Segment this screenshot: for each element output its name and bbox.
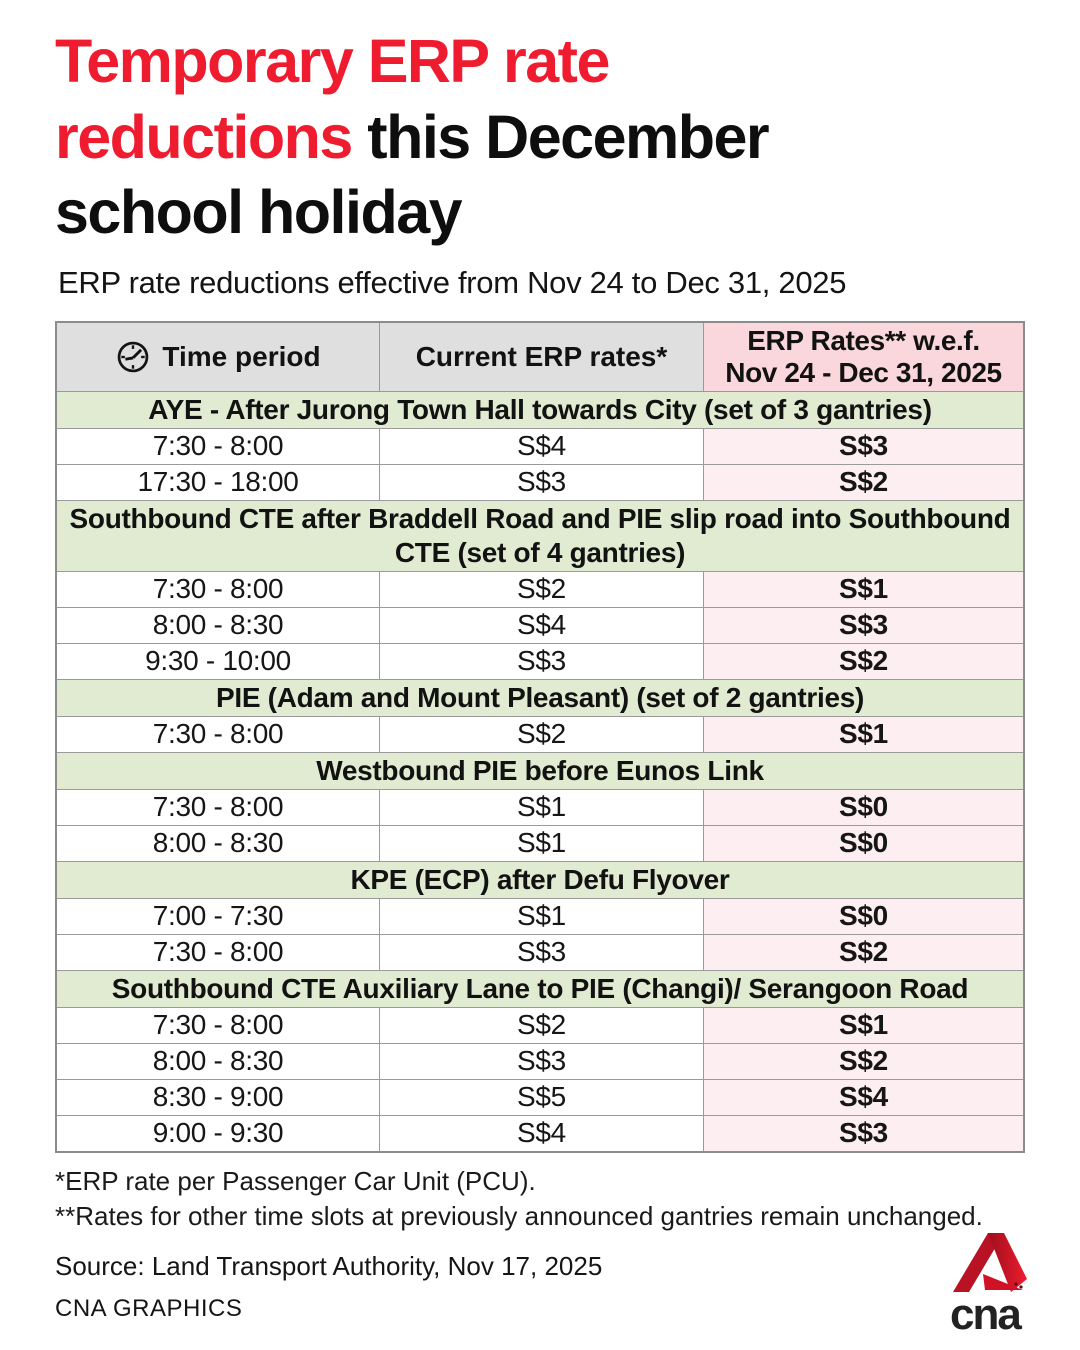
reduced-rate-cell: S$2 <box>703 935 1023 970</box>
table-row <box>57 1007 1023 1043</box>
reduced-rate-cell: S$2 <box>703 1044 1023 1079</box>
time-cell: 8:00 - 8:30 <box>57 1044 379 1079</box>
reduced-rate-cell: S$2 <box>703 644 1023 679</box>
footnote-unchanged: **Rates for other time slots at previously announced gantries remain unchanged. <box>55 1200 983 1231</box>
clock-icon <box>115 339 151 375</box>
current-rate-cell: S$3 <box>379 935 703 970</box>
table-row <box>57 428 1023 464</box>
table-row <box>57 934 1023 970</box>
table-row <box>57 1115 1023 1151</box>
title-red-line2: reductions <box>55 102 352 171</box>
section-header-cte-auxiliary: Southbound CTE Auxiliary Lane to PIE (Changi)/ Serangoon Road <box>57 970 1023 1007</box>
title-black-line2: this December <box>351 102 769 171</box>
erp-rates-table <box>55 321 1025 1153</box>
new-rates-header-line1: ERP Rates** w.e.f. <box>747 324 980 356</box>
reduced-rate-cell: S$1 <box>703 572 1023 607</box>
current-rate-cell: S$3 <box>379 1044 703 1079</box>
new-rates-header-line2: Nov 24 - Dec 31, 2025 <box>725 356 1002 388</box>
subtitle: ERP rate reductions effective from Nov 24 to Dec 31, 2025 <box>58 264 847 300</box>
title-black-line3: school holiday <box>55 178 462 247</box>
current-rate-cell: S$2 <box>379 572 703 607</box>
reduced-rate-cell: S$3 <box>703 429 1023 464</box>
section-header-westbound-pie: Westbound PIE before Eunos Link <box>57 752 1023 789</box>
section-header-kpe: KPE (ECP) after Defu Flyover <box>57 861 1023 898</box>
table-row <box>57 1043 1023 1079</box>
source-line: Source: Land Transport Authority, Nov 17, 2025 <box>55 1250 603 1281</box>
current-rate-cell: S$1 <box>379 790 703 825</box>
current-rate-cell: S$1 <box>379 826 703 861</box>
reduced-rate-cell: S$3 <box>703 608 1023 643</box>
reduced-rate-cell: S$0 <box>703 826 1023 861</box>
page-title <box>0 0 1080 251</box>
time-cell: 8:00 - 8:30 <box>57 826 379 861</box>
column-header-time-label: Time period <box>162 340 321 372</box>
time-cell: 9:00 - 9:30 <box>57 1116 379 1151</box>
time-cell: 7:30 - 8:00 <box>57 1008 379 1043</box>
time-cell: 9:30 - 10:00 <box>57 644 379 679</box>
footnote-pcu: *ERP rate per Passenger Car Unit (PCU). <box>55 1165 536 1196</box>
time-cell: 7:30 - 8:00 <box>57 572 379 607</box>
time-cell: 7:30 - 8:00 <box>57 935 379 970</box>
title-red-line1: Temporary ERP rate <box>55 27 609 95</box>
section-header-aye: AYE - After Jurong Town Hall towards City (set of 3 gantries) <box>57 391 1023 428</box>
current-rate-cell: S$3 <box>379 465 703 500</box>
reduced-rate-cell: S$0 <box>703 899 1023 934</box>
reduced-rate-cell: S$0 <box>703 790 1023 825</box>
reduced-rate-cell: S$3 <box>703 1116 1023 1151</box>
cna-logo <box>950 1232 1030 1334</box>
table-row <box>57 1079 1023 1115</box>
time-cell: 7:30 - 8:00 <box>57 429 379 464</box>
table-header-row <box>57 323 1023 391</box>
column-header-time-period <box>57 323 379 391</box>
section-header-southbound-cte: Southbound CTE after Braddell Road and PIE slip road into Southbound CTE (set of 4 gantries) <box>57 500 1023 571</box>
reduced-rate-cell: S$2 <box>703 465 1023 500</box>
current-rate-cell: S$4 <box>379 429 703 464</box>
current-rate-cell: S$5 <box>379 1080 703 1115</box>
column-header-current-rates: Current ERP rates* <box>379 323 703 391</box>
table-row <box>57 607 1023 643</box>
table-row <box>57 571 1023 607</box>
reduced-rate-cell: S$4 <box>703 1080 1023 1115</box>
table-row <box>57 825 1023 861</box>
current-rate-cell: S$4 <box>379 608 703 643</box>
table-row <box>57 789 1023 825</box>
table-row <box>57 716 1023 752</box>
table-row <box>57 464 1023 500</box>
reduced-rate-cell: S$1 <box>703 1008 1023 1043</box>
reduced-rate-cell: S$1 <box>703 717 1023 752</box>
time-cell: 7:00 - 7:30 <box>57 899 379 934</box>
time-cell: 8:30 - 9:00 <box>57 1080 379 1115</box>
current-rate-cell: S$2 <box>379 1008 703 1043</box>
current-rate-cell: S$2 <box>379 717 703 752</box>
column-header-new-rates <box>703 323 1023 391</box>
cna-wordmark: cna <box>950 1290 1020 1334</box>
time-cell: 7:30 - 8:00 <box>57 717 379 752</box>
table-row <box>57 898 1023 934</box>
credit-line: CNA GRAPHICS <box>55 1294 243 1322</box>
table-row <box>57 643 1023 679</box>
time-cell: 17:30 - 18:00 <box>57 465 379 500</box>
cna-logo-mark <box>950 1232 1030 1334</box>
current-rate-cell: S$1 <box>379 899 703 934</box>
current-rate-cell: S$3 <box>379 644 703 679</box>
time-cell: 7:30 - 8:00 <box>57 790 379 825</box>
time-cell: 8:00 - 8:30 <box>57 608 379 643</box>
current-rate-cell: S$4 <box>379 1116 703 1151</box>
section-header-pie-adam: PIE (Adam and Mount Pleasant) (set of 2 gantries) <box>57 679 1023 716</box>
